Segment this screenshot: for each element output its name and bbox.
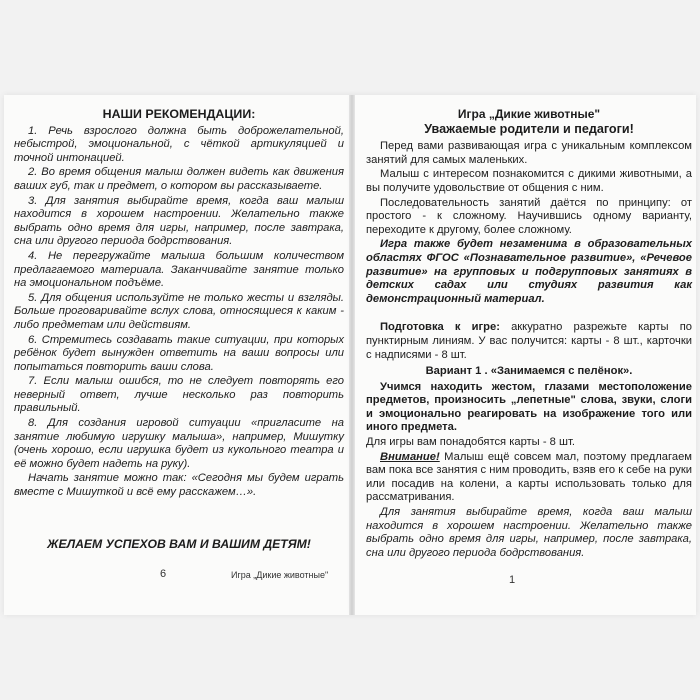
start-phrase: Начать занятие можно так: «Сегодня мы будем играть вместе с Мишуткой и всё ему расскажем…». (14, 472, 344, 499)
left-page-footer: Игра „Дикие животные" (231, 570, 329, 580)
variant-goal: Учимся находить жестом, глазами местоположение предметов, произносить „лепетные" слова, звуки, слоги и эмоционально реагировать на изображение того или иного предмета. (366, 380, 692, 434)
closing-wish: ЖЕЛАЕМ УСПЕХОВ ВАМ И ВАШИМ ДЕТЯМ! (47, 536, 311, 551)
fgos-note: Игра также будет незаменима в образовательных областях ФГОС «Познавательное развитие», «Речевое развитие» на групповых и подгрупповых занятиях в детских садах или студиях развития как демонстрационный материал. (366, 238, 692, 305)
attention-text: Малыш ещё совсем мал, поэтому предлагаем вам пока все занятия с ним проводить, взяв его к себе на руки или посадив на колени, а карты использовать только для рассматривания. (366, 450, 692, 504)
recommendation-4: 4. Не перегружайте малыша большим количеством предлагаемого материала. Заканчивайте занятие только на эмоциональном подъёме. (14, 249, 344, 290)
intro-2: Малыш с интересом познакомится с дикими животными, а вы получите удовольствие от общения с ним. (366, 168, 692, 194)
preparation-text: аккуратно разрежьте карты по пунктирным линиям. У вас получится: карты - 8 шт., карточки с надписями - 8 шт. (366, 321, 692, 361)
greeting: Уважаемые родители и педагоги! (424, 121, 634, 136)
recommendation-8: 8. Для создания игровой ситуации «пригласите на занятие любимую игрушку малыша», например, Мишутку (очень хорошо, если игрушка будет из кукольного театра и её можно будет надеть на руку). (14, 417, 344, 470)
left-page-text (14, 108, 344, 554)
right-page-text (366, 108, 692, 561)
intro-3: Последовательность занятий даётся по принципу: от простого - к сложному. Научившись одному варианту, переходите к другому, более сложному. (366, 196, 692, 236)
recommendation-6: 6. Стремитесь создавать такие ситуации, при которых ребёнок будет вынужден ответить на ваши вопросы или попытаться повторить ваши слова. (14, 333, 344, 373)
recommendation-7: 7. Если малыш ошибся, то не следует повторять его неверный ответ, лучше несколько раз повторить правильный. (14, 375, 344, 415)
intro-1: Перед вами развивающая игра с уникальным комплексом занятий для самых маленьких. (366, 140, 692, 166)
recommendation-5: 5. Для общения используйте не только жесты и взгляды. Больше проговаривайте вслух слова, относящиеся к каким - либо предметам или действиям. (14, 291, 344, 331)
time-note: Для занятия выбирайте время, когда ваш малыш находится в хорошем настроении. Желательно также выбрать одно время для игры, например, после завтрака, сна или другого периода бодрствования. (366, 506, 692, 559)
preparation-label: Подготовка к игре: (380, 321, 500, 334)
left-page-number: 6 (160, 568, 167, 580)
variant-heading: Вариант 1 . «Занимаемся с пелёнок». (425, 365, 633, 378)
preparation (366, 321, 692, 362)
recommendation-3: 3. Для занятия выбирайте время, когда ваш малыш находится в хорошем настроении. Желательно также выбрать одно время для игры, например, после завтрака, сна или другого периода бодрствования. (14, 194, 344, 248)
right-page-number: 1 (509, 574, 516, 586)
game-title: Игра „Дикие животные" (457, 107, 601, 121)
attention-label: Внимание! (380, 450, 440, 463)
page-fold (349, 95, 355, 615)
recommendation-2: 2. Во время общения малыш должен видеть как движения ваших губ, так и предмет, о котором вы рассказываете. (14, 166, 344, 192)
recommendations-heading: НАШИ РЕКОМЕНДАЦИИ: (102, 107, 256, 121)
attention-note (366, 451, 692, 505)
recommendation-1: 1. Речь взрослого должна быть доброжелательной, небыстрой, эмоциональной, с чёткой артикуляцией и точной интонацией. (14, 124, 344, 164)
cards-needed: Для игры вам понадобятся карты - 8 шт. (366, 436, 575, 449)
